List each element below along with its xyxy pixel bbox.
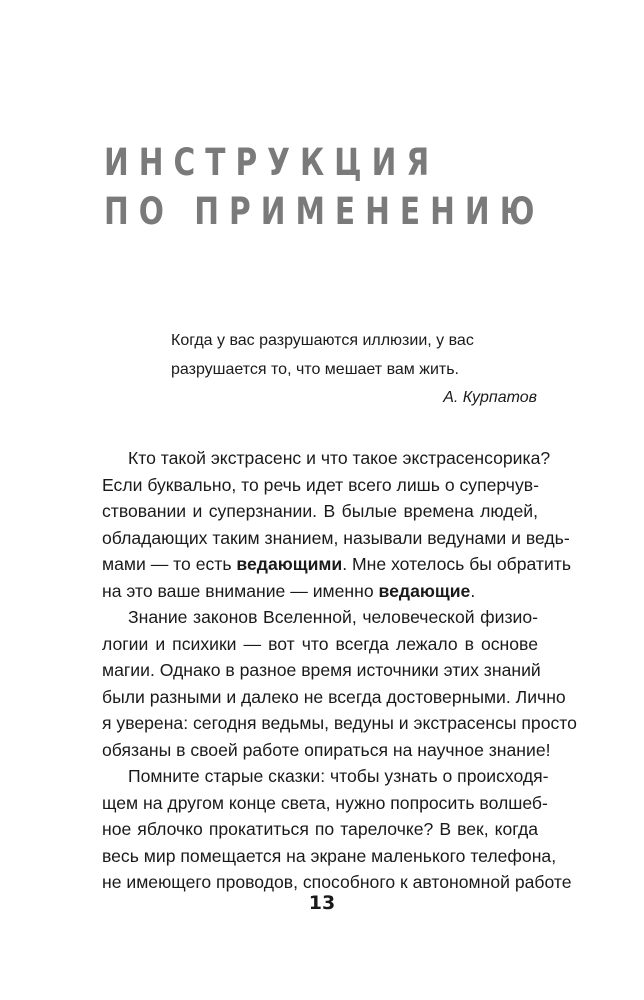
epigraph-author: А. Курпатов: [443, 389, 537, 406]
emphasis-ved-ayushchimi: ведающими: [236, 554, 343, 574]
epigraph-quote: [171, 326, 537, 384]
emphasis-ved-ayushchie: ведающие: [378, 580, 471, 601]
paragraph-line: магии. Однако в разное время источники этих знаний: [102, 660, 541, 680]
chapter-title: [104, 138, 544, 236]
paragraph-line: Знание законов Вселенной, человеческой физио-: [128, 607, 538, 627]
paragraph-line: Если буквально, то речь идет всего лишь о суперчув-: [102, 474, 539, 495]
paragraph-line: обладающих таким знанием, называли ведунами и ведь-: [102, 527, 570, 548]
text-run: на это ваше внимание — именно: [102, 580, 374, 601]
paragraph-line: [102, 551, 571, 578]
paragraph-line: Кто такой экстрасенс и что такое экстрасенсорика?: [128, 448, 551, 468]
paragraph-line: Помните старые сказки: чтобы узнать о происходя-: [128, 766, 549, 786]
paragraph-line: ствовании и суперзнании. В былые времена людей,: [102, 501, 538, 521]
page-number: 13: [308, 892, 336, 914]
epigraph-line: Когда у вас разрушаются иллюзии, у вас: [171, 332, 474, 349]
epigraph-line: разрушается то, что мешает вам жить.: [171, 361, 459, 378]
paragraph-line: были разными и далеко не всегда достоверными. Лично: [102, 686, 566, 707]
body-text: [102, 445, 577, 896]
paragraph-line: не имеющего проводов, способного к автономной работе: [102, 872, 572, 892]
paragraph-line: щем на другом конце света, нужно попросить волшеб-: [102, 792, 548, 813]
paragraph-line: весь мир помещается на экране маленького телефона,: [102, 845, 557, 866]
text-run: мами — то есть: [102, 554, 232, 574]
paragraph-line: логии и психики — вот что всегда лежало в основе: [102, 633, 538, 654]
chapter-title-line-1: ИНСТРУКЦИЯ: [104, 141, 440, 184]
text-run: .: [470, 580, 476, 601]
paragraph-line: обязаны в своей работе опираться на научное знание!: [102, 739, 551, 760]
paragraph-line: я уверена: сегодня ведьмы, ведуны и экстрасенсы просто: [102, 713, 577, 733]
paragraph-line: [102, 578, 538, 605]
chapter-title-line-2: ПО ПРИМЕНЕНИЮ: [104, 190, 545, 233]
text-run: . Мне хотелось бы обратить: [342, 554, 571, 574]
paragraph-line: ное яблочко прокатиться по тарелочке? В век, когда: [102, 819, 538, 839]
